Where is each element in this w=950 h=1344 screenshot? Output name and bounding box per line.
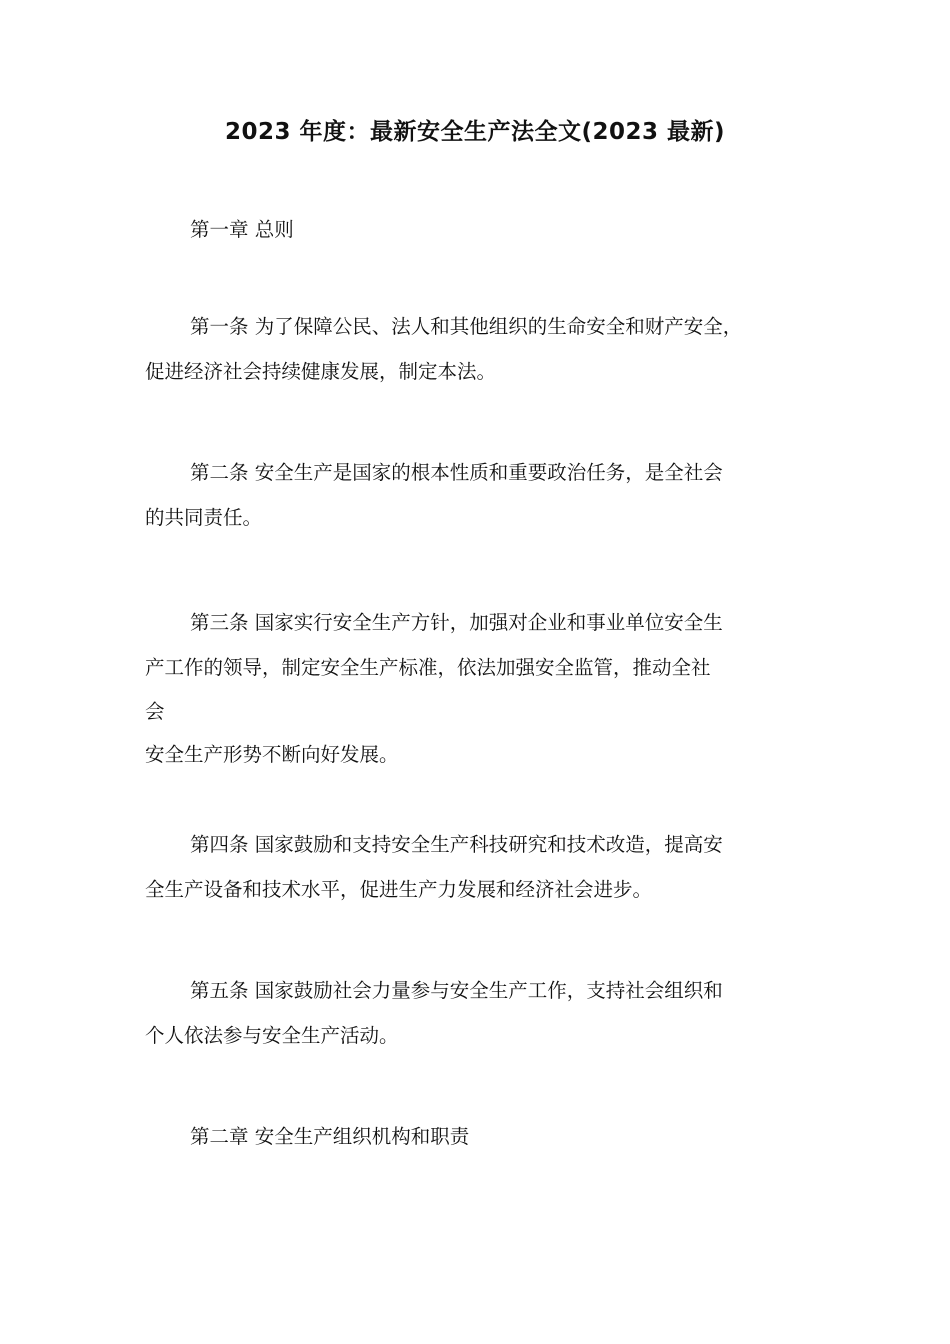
- paragraph-line: 会: [145, 700, 165, 723]
- paragraph-line: 全生产设备和技术水平，促进生产力发展和经济社会进步。: [145, 878, 653, 901]
- chapter-heading-1: [145, 207, 810, 252]
- article-3: [145, 600, 810, 776]
- paragraph-line: 第一条 为了保障公民、法人和其他组织的生命安全和财产安全，: [190, 315, 743, 338]
- paragraph-line: 第一章 总则: [190, 218, 294, 241]
- paragraph-line: 个人依法参与安全生产活动。: [145, 1024, 399, 1047]
- paragraph-line: 第三条 国家实行安全生产方针，加强对企业和事业单位安全生: [190, 611, 723, 634]
- paragraph-line: 安全生产形势不断向好发展。: [145, 743, 399, 766]
- paragraph-line: 产工作的领导，制定安全生产标准，依法加强安全监管，推动全社: [145, 656, 711, 679]
- article-1: [145, 304, 810, 394]
- document-title: 2023 年度：最新安全生产法全文(2023 最新): [224, 119, 726, 145]
- chapter-heading-2: [145, 1114, 810, 1159]
- article-4: [145, 822, 810, 912]
- paragraph-line: 第二章 安全生产组织机构和职责: [190, 1125, 470, 1148]
- paragraph-line: 第二条 安全生产是国家的根本性质和重要政治任务，是全社会: [190, 461, 723, 484]
- article-2: [145, 450, 810, 540]
- paragraph-line: 促进经济社会持续健康发展，制定本法。: [145, 360, 497, 383]
- paragraph-line: 第五条 国家鼓励社会力量参与安全生产工作，支持社会组织和: [190, 979, 723, 1002]
- paragraph-line: 第四条 国家鼓励和支持安全生产科技研究和技术改造，提高安: [190, 833, 723, 856]
- paragraph-line: 的共同责任。: [145, 506, 263, 529]
- article-5: [145, 968, 810, 1058]
